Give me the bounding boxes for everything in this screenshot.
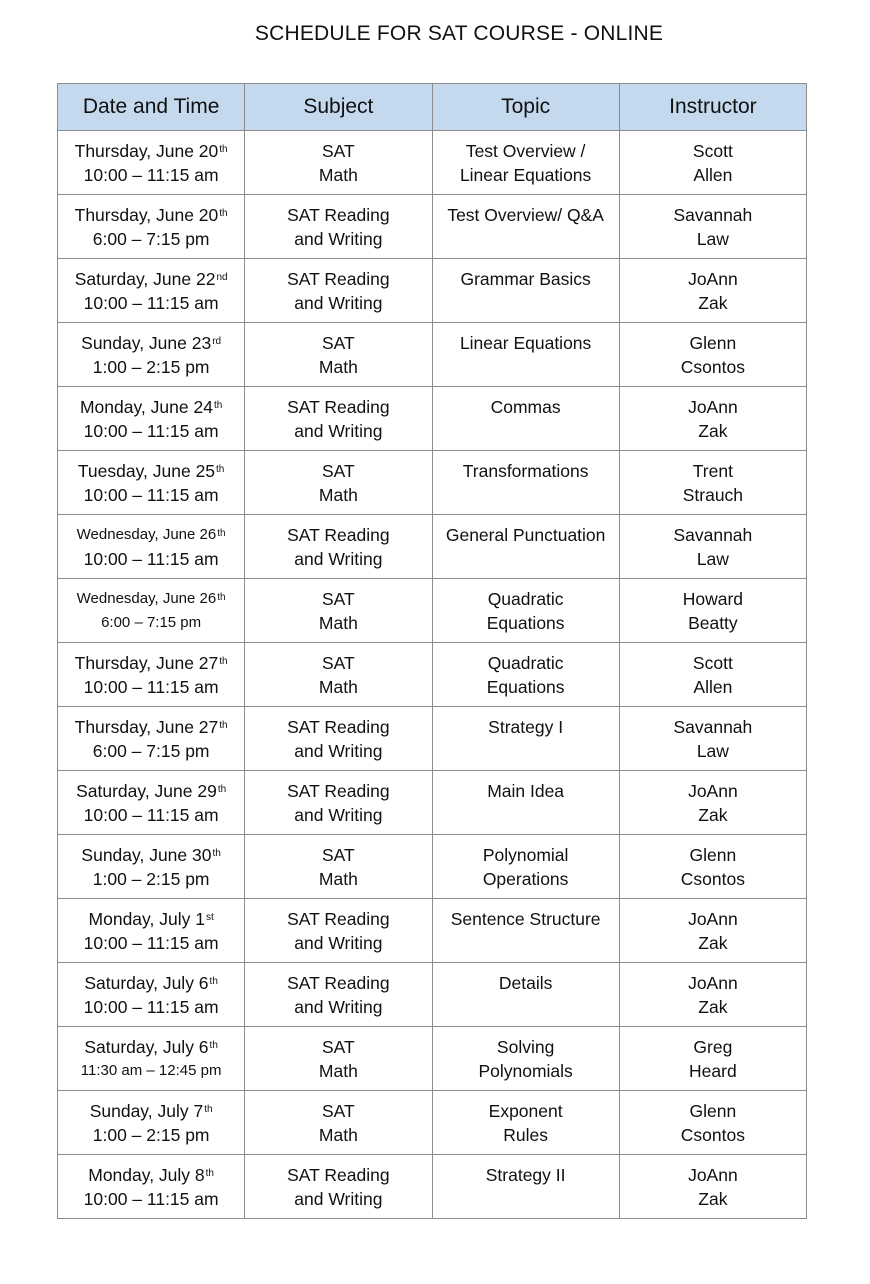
date-text: Sunday, June 30 bbox=[81, 845, 212, 865]
column-header-date-time: Date and Time bbox=[58, 84, 245, 131]
table-row bbox=[58, 899, 807, 963]
instructor-line: JoAnn bbox=[688, 909, 738, 929]
column-header-topic: Topic bbox=[432, 84, 619, 131]
instructor-line: Greg bbox=[693, 1037, 733, 1057]
table-row bbox=[58, 579, 807, 643]
instructor-line: JoAnn bbox=[688, 397, 738, 417]
topic-line: Equations bbox=[486, 677, 565, 697]
table-row bbox=[58, 451, 807, 515]
subject-line: SAT bbox=[322, 461, 355, 481]
time-line: 10:00 – 11:15 am bbox=[83, 485, 219, 505]
time-line: 10:00 – 11:15 am bbox=[83, 1189, 219, 1209]
cell-subject bbox=[245, 579, 432, 643]
table-row bbox=[58, 1027, 807, 1091]
instructor-line: Csontos bbox=[680, 357, 745, 377]
cell-instructor bbox=[619, 387, 806, 451]
subject-line: SAT bbox=[322, 589, 355, 609]
subject-line: SAT Reading bbox=[287, 717, 390, 737]
cell-date-time bbox=[58, 963, 245, 1027]
cell-date-time bbox=[58, 451, 245, 515]
cell-subject bbox=[245, 387, 432, 451]
topic-line: Commas bbox=[490, 397, 561, 417]
cell-instructor bbox=[619, 707, 806, 771]
table-row bbox=[58, 131, 807, 195]
cell-instructor bbox=[619, 835, 806, 899]
instructor-line: Zak bbox=[698, 805, 728, 825]
table-row bbox=[58, 1091, 807, 1155]
date-text: Saturday, July 6 bbox=[84, 1037, 209, 1057]
cell-subject bbox=[245, 707, 432, 771]
subject-line: and Writing bbox=[294, 293, 383, 313]
instructor-line: Scott bbox=[692, 653, 733, 673]
cell-instructor bbox=[619, 579, 806, 643]
date-text: Thursday, June 27 bbox=[74, 717, 219, 737]
cell-subject bbox=[245, 451, 432, 515]
table-row bbox=[58, 707, 807, 771]
instructor-line: Allen bbox=[693, 677, 733, 697]
date-line bbox=[58, 587, 244, 611]
time-line: 10:00 – 11:15 am bbox=[83, 293, 219, 313]
cell-subject bbox=[245, 899, 432, 963]
date-line bbox=[58, 267, 244, 291]
subject-line: and Writing bbox=[294, 549, 383, 569]
cell-topic bbox=[432, 131, 619, 195]
date-text: Saturday, July 6 bbox=[84, 973, 209, 993]
topic-line: Linear Equations bbox=[459, 165, 592, 185]
cell-instructor bbox=[619, 131, 806, 195]
table-header bbox=[58, 84, 807, 131]
subject-line: SAT Reading bbox=[287, 781, 390, 801]
subject-line: SAT bbox=[322, 1101, 355, 1121]
subject-line: SAT bbox=[322, 653, 355, 673]
topic-line: Operations bbox=[482, 869, 569, 889]
date-text: Thursday, June 20 bbox=[74, 141, 219, 161]
subject-line: Math bbox=[318, 1061, 358, 1081]
instructor-line: Glenn bbox=[689, 1101, 737, 1121]
cell-topic bbox=[432, 387, 619, 451]
topic-line: Quadratic bbox=[487, 589, 564, 609]
cell-subject bbox=[245, 1155, 432, 1219]
subject-line: Math bbox=[318, 677, 358, 697]
cell-topic bbox=[432, 963, 619, 1027]
cell-topic bbox=[432, 323, 619, 387]
subject-line: Math bbox=[318, 357, 358, 377]
table-row bbox=[58, 195, 807, 259]
date-ordinal-suffix: th bbox=[216, 464, 225, 475]
cell-subject bbox=[245, 771, 432, 835]
instructor-line: Howard bbox=[682, 589, 744, 609]
instructor-line: Zak bbox=[698, 421, 728, 441]
date-ordinal-suffix: nd bbox=[216, 272, 228, 283]
cell-subject bbox=[245, 323, 432, 387]
time-line: 11:30 am – 12:45 pm bbox=[80, 1062, 222, 1079]
time-line: 10:00 – 11:15 am bbox=[83, 933, 219, 953]
subject-line: Math bbox=[318, 869, 358, 889]
subject-line: SAT Reading bbox=[287, 269, 390, 289]
subject-line: and Writing bbox=[294, 421, 383, 441]
table-row bbox=[58, 259, 807, 323]
table-row bbox=[58, 1155, 807, 1219]
instructor-line: Zak bbox=[698, 933, 728, 953]
subject-line: SAT bbox=[322, 845, 355, 865]
cell-topic bbox=[432, 1155, 619, 1219]
date-line bbox=[58, 715, 244, 739]
cell-topic bbox=[432, 643, 619, 707]
date-line bbox=[58, 203, 244, 227]
cell-date-time bbox=[58, 899, 245, 963]
cell-date-time bbox=[58, 1155, 245, 1219]
instructor-line: Beatty bbox=[688, 613, 738, 633]
date-line bbox=[58, 1099, 244, 1123]
cell-topic bbox=[432, 771, 619, 835]
cell-instructor bbox=[619, 1155, 806, 1219]
date-text: Monday, July 1 bbox=[88, 909, 205, 929]
cell-instructor bbox=[619, 1091, 806, 1155]
instructor-line: Glenn bbox=[689, 845, 737, 865]
date-line bbox=[58, 1163, 244, 1187]
date-ordinal-suffix: th bbox=[217, 784, 227, 795]
instructor-line: Scott bbox=[692, 141, 733, 161]
topic-line: Rules bbox=[503, 1125, 548, 1145]
instructor-line: JoAnn bbox=[688, 269, 738, 289]
date-text: Monday, July 8 bbox=[88, 1165, 205, 1185]
instructor-line: Law bbox=[696, 229, 729, 249]
date-ordinal-suffix: rd bbox=[212, 336, 222, 347]
instructor-line: Csontos bbox=[680, 1125, 745, 1145]
date-text: Tuesday, June 25 bbox=[77, 461, 216, 481]
subject-line: SAT Reading bbox=[287, 525, 390, 545]
column-header-instructor: Instructor bbox=[619, 84, 806, 131]
time-line: 10:00 – 11:15 am bbox=[83, 677, 219, 697]
topic-line: Strategy II bbox=[485, 1165, 566, 1185]
subject-line: Math bbox=[318, 1125, 358, 1145]
time-line: 10:00 – 11:15 am bbox=[83, 805, 219, 825]
instructor-line: Heard bbox=[689, 1061, 737, 1081]
cell-date-time bbox=[58, 131, 245, 195]
date-line bbox=[58, 459, 244, 483]
date-text: Monday, June 24 bbox=[79, 397, 213, 417]
topic-line: Main Idea bbox=[487, 781, 565, 801]
cell-instructor bbox=[619, 643, 806, 707]
table-row bbox=[58, 771, 807, 835]
date-text: Thursday, June 27 bbox=[74, 653, 219, 673]
date-ordinal-suffix: th bbox=[212, 848, 221, 859]
cell-subject bbox=[245, 1091, 432, 1155]
topic-line: Solving bbox=[496, 1037, 555, 1057]
instructor-line: Allen bbox=[693, 165, 733, 185]
cell-date-time bbox=[58, 771, 245, 835]
instructor-line: Savannah bbox=[673, 525, 753, 545]
subject-line: and Writing bbox=[294, 805, 383, 825]
topic-line: General Punctuation bbox=[445, 525, 606, 545]
instructor-line: JoAnn bbox=[688, 781, 738, 801]
date-text: Sunday, June 23 bbox=[81, 333, 212, 353]
instructor-line: Glenn bbox=[689, 333, 737, 353]
date-text: Saturday, June 29 bbox=[76, 781, 217, 801]
cell-date-time bbox=[58, 387, 245, 451]
table-row bbox=[58, 323, 807, 387]
subject-line: Math bbox=[318, 485, 358, 505]
instructor-line: Law bbox=[696, 549, 729, 569]
date-ordinal-suffix: th bbox=[217, 592, 226, 603]
topic-line: Sentence Structure bbox=[450, 909, 601, 929]
cell-subject bbox=[245, 259, 432, 323]
cell-instructor bbox=[619, 323, 806, 387]
date-text: Saturday, June 22 bbox=[74, 269, 216, 289]
date-ordinal-suffix: th bbox=[213, 400, 223, 411]
subject-line: and Writing bbox=[294, 229, 383, 249]
instructor-line: Savannah bbox=[673, 205, 753, 225]
time-line: 10:00 – 11:15 am bbox=[83, 421, 219, 441]
cell-subject bbox=[245, 1027, 432, 1091]
date-line bbox=[58, 139, 244, 163]
cell-subject bbox=[245, 963, 432, 1027]
cell-topic bbox=[432, 1091, 619, 1155]
cell-subject bbox=[245, 515, 432, 579]
cell-topic bbox=[432, 451, 619, 515]
topic-line: Strategy I bbox=[488, 717, 564, 737]
instructor-line: Strauch bbox=[682, 485, 744, 505]
table-row bbox=[58, 387, 807, 451]
date-text: Wednesday, June 26 bbox=[76, 526, 217, 543]
date-text: Sunday, July 7 bbox=[89, 1101, 204, 1121]
date-ordinal-suffix: th bbox=[217, 528, 226, 539]
date-ordinal-suffix: th bbox=[219, 720, 228, 731]
subject-line: SAT bbox=[322, 333, 355, 353]
subject-line: SAT bbox=[322, 141, 355, 161]
date-line bbox=[58, 523, 244, 547]
instructor-line: JoAnn bbox=[688, 973, 738, 993]
cell-date-time bbox=[58, 835, 245, 899]
topic-line: Linear Equations bbox=[459, 333, 592, 353]
schedule-table bbox=[57, 83, 807, 1219]
date-ordinal-suffix: th bbox=[219, 656, 228, 667]
topic-line: Polynomials bbox=[478, 1061, 573, 1081]
date-line bbox=[58, 395, 244, 419]
subject-line: and Writing bbox=[294, 933, 383, 953]
cell-topic bbox=[432, 515, 619, 579]
topic-line: Test Overview / bbox=[465, 141, 586, 161]
date-ordinal-suffix: th bbox=[209, 1040, 218, 1051]
cell-date-time bbox=[58, 579, 245, 643]
date-ordinal-suffix: th bbox=[209, 976, 218, 987]
cell-date-time bbox=[58, 259, 245, 323]
topic-line: Equations bbox=[486, 613, 565, 633]
date-ordinal-suffix: st bbox=[205, 912, 214, 923]
cell-topic bbox=[432, 579, 619, 643]
date-line bbox=[58, 907, 244, 931]
date-ordinal-suffix: th bbox=[219, 144, 228, 155]
document-title: SCHEDULE FOR SAT COURSE - ONLINE bbox=[254, 22, 664, 45]
subject-line: and Writing bbox=[294, 997, 383, 1017]
cell-instructor bbox=[619, 771, 806, 835]
topic-line: Quadratic bbox=[487, 653, 564, 673]
instructor-line: Zak bbox=[698, 1189, 728, 1209]
subject-line: SAT Reading bbox=[287, 909, 390, 929]
time-line: 6:00 – 7:15 pm bbox=[101, 614, 202, 631]
table-row bbox=[58, 963, 807, 1027]
cell-instructor bbox=[619, 515, 806, 579]
date-line bbox=[58, 1035, 244, 1059]
topic-line: Polynomial bbox=[482, 845, 569, 865]
topic-line: Test Overview/ Q&A bbox=[447, 205, 604, 225]
cell-subject bbox=[245, 195, 432, 259]
cell-instructor bbox=[619, 195, 806, 259]
date-ordinal-suffix: th bbox=[205, 1168, 214, 1179]
topic-line: Grammar Basics bbox=[460, 269, 591, 289]
cell-date-time bbox=[58, 195, 245, 259]
cell-topic bbox=[432, 195, 619, 259]
cell-topic bbox=[432, 835, 619, 899]
column-header-subject: Subject bbox=[245, 84, 432, 131]
subject-line: SAT Reading bbox=[287, 397, 390, 417]
cell-instructor bbox=[619, 451, 806, 515]
instructor-line: Zak bbox=[698, 293, 728, 313]
instructor-line: Csontos bbox=[680, 869, 745, 889]
topic-line: Details bbox=[498, 973, 553, 993]
time-line: 6:00 – 7:15 pm bbox=[92, 229, 210, 249]
table-body bbox=[58, 131, 807, 1219]
time-line: 1:00 – 2:15 pm bbox=[92, 357, 210, 377]
instructor-line: Law bbox=[696, 741, 729, 761]
time-line: 10:00 – 11:15 am bbox=[83, 997, 219, 1017]
cell-date-time bbox=[58, 323, 245, 387]
header-row bbox=[58, 84, 807, 131]
subject-line: SAT Reading bbox=[287, 205, 390, 225]
date-line bbox=[58, 651, 244, 675]
topic-line: Exponent bbox=[488, 1101, 563, 1121]
subject-line: SAT Reading bbox=[287, 973, 390, 993]
table-row bbox=[58, 515, 807, 579]
date-ordinal-suffix: th bbox=[219, 208, 228, 219]
time-line: 1:00 – 2:15 pm bbox=[92, 869, 210, 889]
cell-instructor bbox=[619, 899, 806, 963]
cell-topic bbox=[432, 707, 619, 771]
time-line: 10:00 – 11:15 am bbox=[83, 165, 219, 185]
cell-subject bbox=[245, 131, 432, 195]
subject-line: Math bbox=[318, 613, 358, 633]
date-line bbox=[58, 779, 244, 803]
cell-subject bbox=[245, 835, 432, 899]
time-line: 1:00 – 2:15 pm bbox=[92, 1125, 210, 1145]
table-row bbox=[58, 835, 807, 899]
table-row bbox=[58, 643, 807, 707]
instructor-line: Savannah bbox=[673, 717, 753, 737]
date-text: Wednesday, June 26 bbox=[76, 590, 217, 607]
cell-date-time bbox=[58, 1091, 245, 1155]
subject-line: SAT bbox=[322, 1037, 355, 1057]
cell-instructor bbox=[619, 259, 806, 323]
cell-date-time bbox=[58, 1027, 245, 1091]
cell-subject bbox=[245, 643, 432, 707]
subject-line: and Writing bbox=[294, 1189, 383, 1209]
date-line bbox=[58, 331, 244, 355]
cell-topic bbox=[432, 259, 619, 323]
cell-topic bbox=[432, 1027, 619, 1091]
date-line bbox=[58, 843, 244, 867]
subject-line: SAT Reading bbox=[287, 1165, 390, 1185]
instructor-line: Zak bbox=[698, 997, 728, 1017]
time-line: 6:00 – 7:15 pm bbox=[92, 741, 210, 761]
instructor-line: JoAnn bbox=[688, 1165, 738, 1185]
subject-line: and Writing bbox=[294, 741, 383, 761]
subject-line: Math bbox=[318, 165, 358, 185]
topic-line: Transformations bbox=[462, 461, 589, 481]
cell-instructor bbox=[619, 963, 806, 1027]
cell-instructor bbox=[619, 1027, 806, 1091]
instructor-line: Trent bbox=[692, 461, 733, 481]
date-ordinal-suffix: th bbox=[204, 1104, 213, 1115]
time-line: 10:00 – 11:15 am bbox=[83, 549, 219, 569]
date-text: Thursday, June 20 bbox=[74, 205, 219, 225]
cell-date-time bbox=[58, 515, 245, 579]
cell-date-time bbox=[58, 707, 245, 771]
cell-topic bbox=[432, 899, 619, 963]
date-line bbox=[58, 971, 244, 995]
cell-date-time bbox=[58, 643, 245, 707]
